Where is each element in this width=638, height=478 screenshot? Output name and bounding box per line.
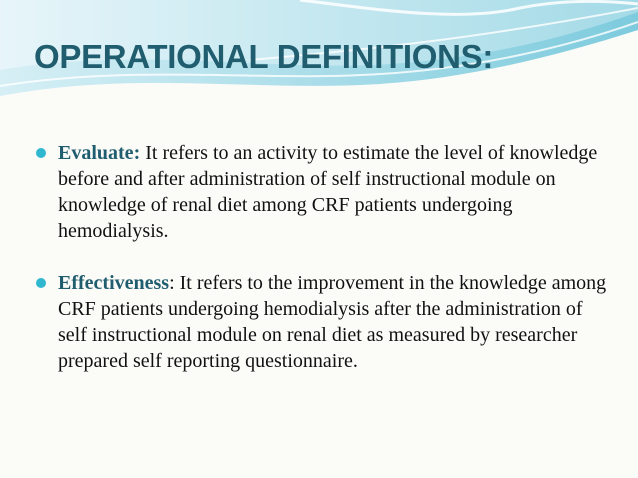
- definitions-list: [36, 140, 616, 374]
- definition-text: It refers to the improvement in the knowledge among CRF patients undergoing hemodialysis after the administration of self instructional module on renal diet as measured by researcher prepared self reporting questionnaire.: [58, 272, 607, 372]
- slide-title: OPERATIONAL DEFINITIONS:: [34, 38, 494, 75]
- definition-effectiveness: [36, 270, 616, 374]
- definition-term: Evaluate: [58, 142, 134, 164]
- definition-evaluate: [36, 140, 616, 244]
- definition-separator: :: [133, 142, 141, 164]
- definition-text: It refers to an activity to estimate the level of knowledge before and after administration of self instructional module on knowledge of renal diet among CRF patients undergoing hemodialysis.: [58, 142, 598, 242]
- bullet-dot-icon: [36, 148, 46, 158]
- bullet-dot-icon: [36, 278, 46, 288]
- definition-separator: :: [169, 272, 175, 294]
- definition-term: Effectiveness: [58, 272, 170, 294]
